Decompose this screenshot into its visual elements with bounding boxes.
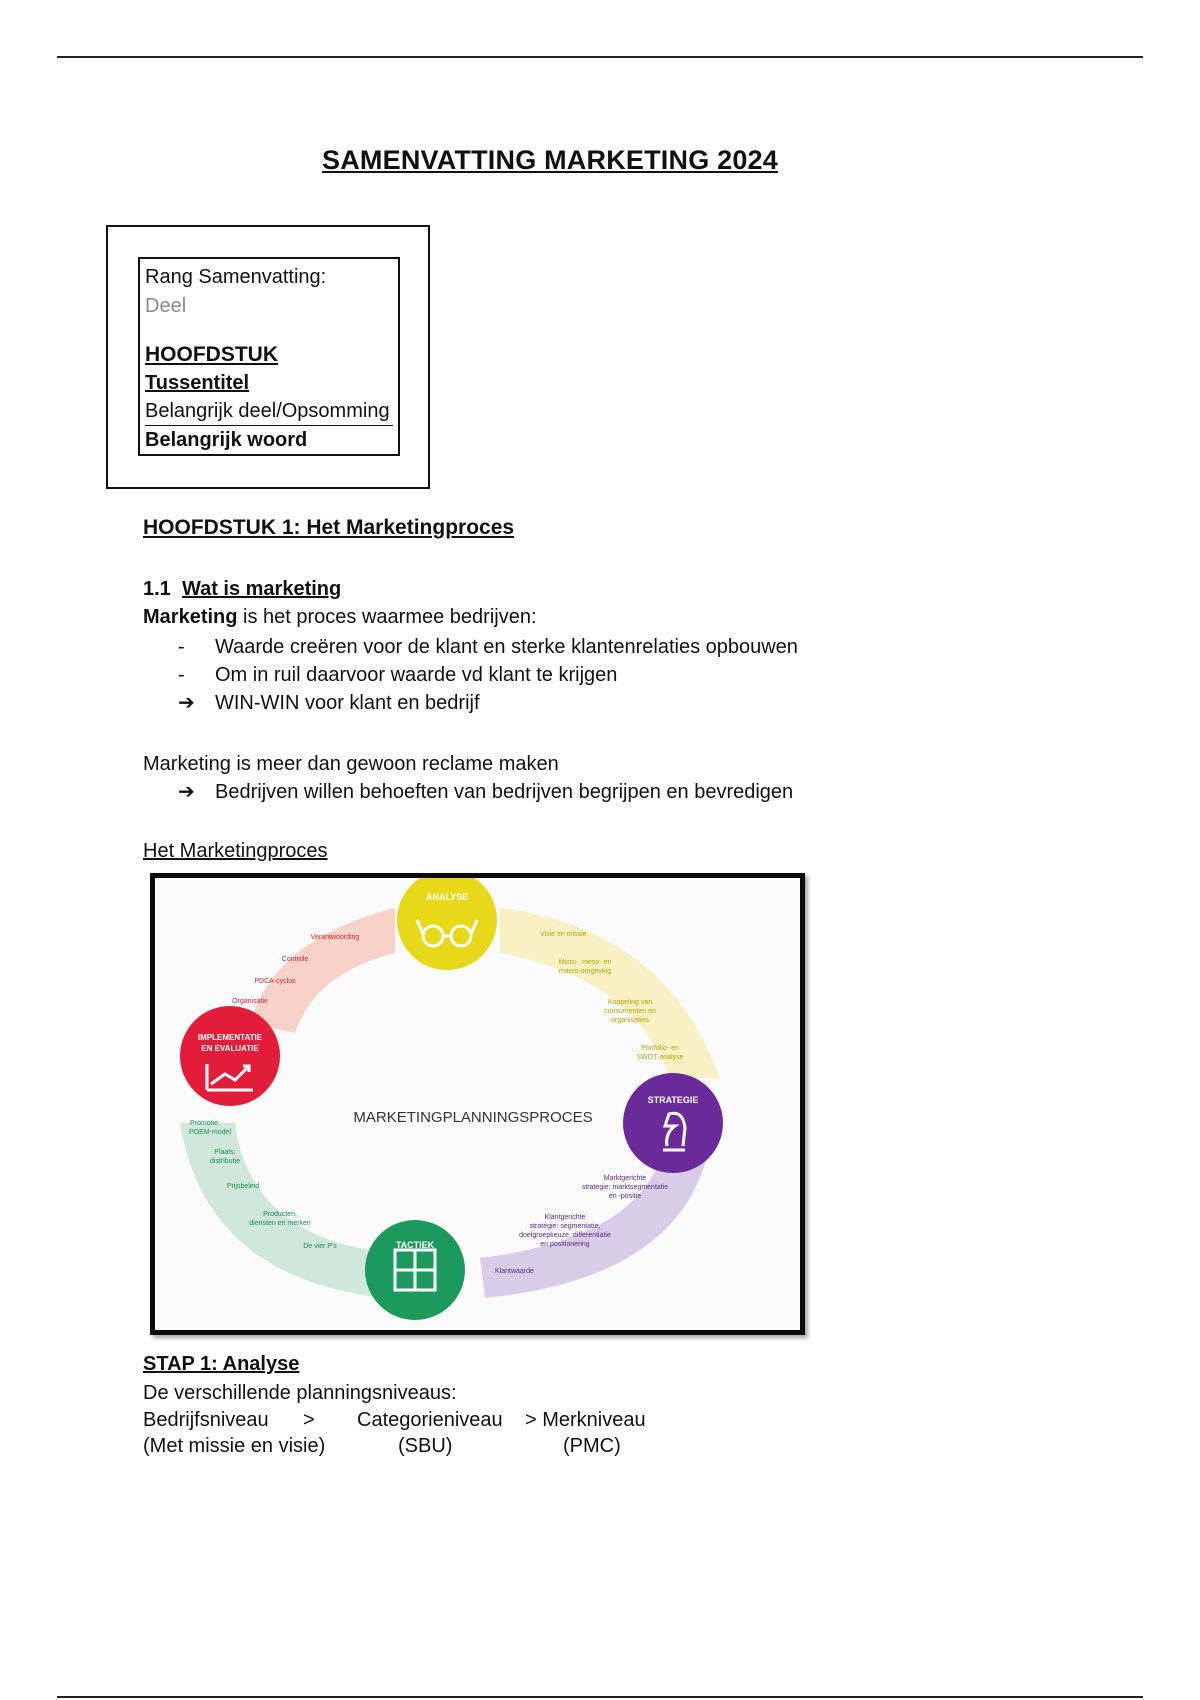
legend-tussentitel: Tussentitel [145,372,250,394]
analyse-item: Visie en missie [540,931,587,938]
arrow-right-icon: ➔ [178,781,195,803]
level-separator: > [303,1409,315,1431]
strategie-item: doelgroepkeuze, differentiatie [519,1232,611,1239]
tactiek-item: distributie [210,1158,240,1165]
implementatie-label-1: IMPLEMENTATIE [197,1033,263,1042]
process-cycle-svg [155,878,800,1330]
level-merk: > Merkniveau [525,1409,646,1431]
legend-heading: Rang Samenvatting: [145,266,327,288]
strategie-item: Klantgerichte [544,1214,586,1221]
legend-box [138,257,400,456]
legend-hoofdstuk: HOOFDSTUK [145,343,278,366]
legend-belangrijk-woord: Belangrijk woord [145,429,308,451]
section-number: 1.1 [143,578,171,600]
implementatie-band [250,908,395,1033]
definition-line [143,604,537,630]
level-categorie: Categorieniveau [357,1409,503,1431]
tactiek-item: Producten, [263,1211,297,1218]
tactiek-label: TACTIEK [395,1240,435,1250]
legend-belangrijk-deel: Belangrijk deel/Opsomming [145,398,393,426]
strategie-item: strategie: segmentatie, [529,1223,601,1230]
paragraph: Marketing is meer dan gewoon reclame maken [143,753,559,775]
implementatie-label-2: EN EVALUATIE [201,1044,259,1053]
list-item-text: Om in ruil daarvoor waarde vd klant te krijgen [215,664,618,686]
analyse-item: macro-omgeving [558,968,612,975]
implementatie-item: Verantwoording [310,934,360,941]
dash-bullet: - [178,664,185,686]
strategie-item: en positionering [540,1241,590,1248]
tactiek-item: Promotie: [190,1120,220,1127]
document-title: SAMENVATTING MARKETING 2024 [322,145,778,175]
arrow-item-text: Bedrijven willen behoeften van bedrijven begrijpen en bevredigen [215,781,794,803]
tactiek-item: De vier P's [303,1243,337,1250]
tactiek-item: diensten en merken [249,1220,311,1227]
analyse-label: ANALYSE [425,892,469,902]
analyse-item: SWOT-analyse [636,1054,684,1061]
strategie-label: STRATEGIE [647,1095,699,1105]
list-item-text: Waarde creëren voor de klant en sterke klantenrelaties opbouwen [215,636,798,658]
analyse-item: consumenten en [604,1008,656,1015]
implementatie-item: PDCA-cyclus [254,978,296,985]
level-merk-sub: (PMC) [563,1435,621,1457]
strategie-node [623,1073,723,1173]
analyse-band [500,908,720,1078]
chapter-title: HOOFDSTUK 1: Het Marketingproces [143,516,515,539]
level-categorie-sub: (SBU) [398,1435,453,1457]
analyse-item: Portfolio- en [641,1045,679,1052]
tactiek-item: Plaats: [214,1149,236,1156]
strategie-item: en -positie [608,1193,642,1200]
analyse-item: Koppeling van [607,999,653,1006]
level-bedrijf-sub: (Met missie en visie) [143,1435,326,1457]
arrow-item-text: WIN-WIN voor klant en bedrijf [215,692,480,714]
arrow-right-icon: ➔ [178,692,195,714]
tactiek-item: POEM-model [188,1129,232,1136]
process-heading: Het Marketingproces [143,840,328,862]
implementatie-item: Organisatie [232,998,268,1005]
stap1-intro: De verschillende planningsniveaus: [143,1382,457,1404]
header-rule [57,56,1143,58]
stap1-heading: STAP 1: Analyse [143,1353,300,1375]
dash-bullet: - [178,636,185,658]
definition-keyword: Marketing [143,606,238,628]
tactiek-item: Prijsbeleid [226,1183,260,1190]
center-label: MARKETINGPLANNINGSPROCES [353,1109,593,1126]
strategie-item: strategie: marktsegmentatie [581,1184,669,1191]
footer-rule [57,1696,1143,1698]
implementatie-item: Controle [281,956,309,963]
strategie-item: Marktgerichte [603,1175,647,1182]
analyse-item: Micro-, meso- en [558,959,612,966]
level-bedrijf: Bedrijfsniveau [143,1409,269,1431]
marketing-process-diagram [150,873,805,1335]
strategie-item: Klantwaarde [495,1268,534,1275]
section-title: Wat is marketing [181,578,342,600]
legend-deel: Deel [145,295,187,317]
section-heading [143,576,341,602]
analyse-item: organisaties [611,1017,649,1024]
definition-rest: is het proces waarmee bedrijven: [237,606,537,628]
